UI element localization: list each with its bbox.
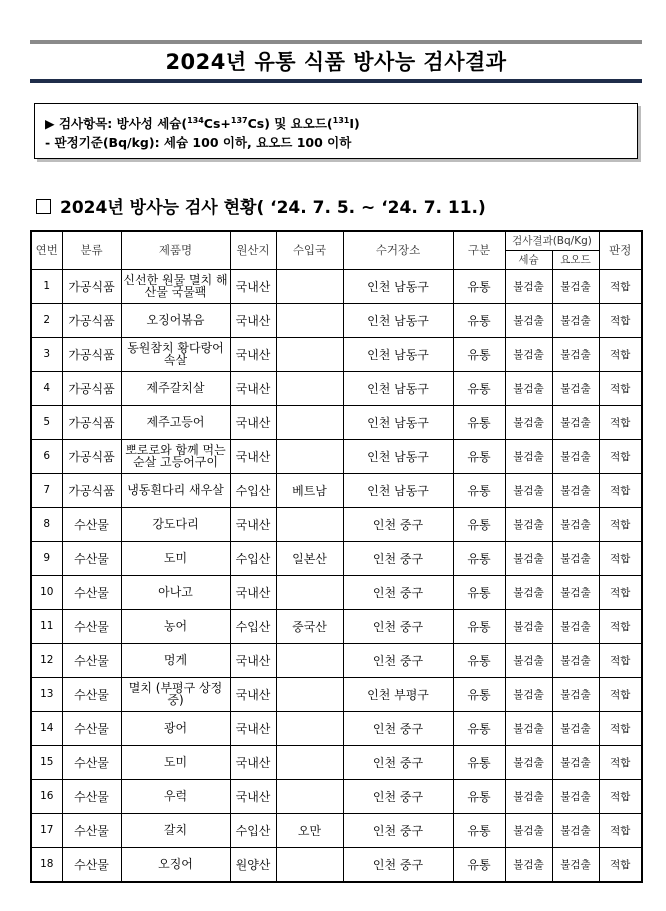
cell-cesium: 불검출 — [505, 337, 552, 371]
cell-location: 인천 남동구 — [343, 269, 453, 303]
cell-product: 동원참치 황다랑어속살 — [121, 337, 230, 371]
cell-type: 유통 — [453, 847, 505, 882]
cell-origin: 국내산 — [230, 439, 276, 473]
cell-product: 도미 — [121, 541, 230, 575]
cell-iodine: 불검출 — [552, 303, 599, 337]
cell-type: 유통 — [453, 813, 505, 847]
inspection-info-box — [34, 103, 638, 159]
cell-import-country: 중국산 — [276, 609, 343, 643]
cell-category: 수산물 — [62, 609, 121, 643]
cell-category: 수산물 — [62, 507, 121, 541]
table-row — [31, 303, 642, 337]
cell-product: 제주갈치살 — [121, 371, 230, 405]
results-table — [30, 230, 643, 883]
cell-category: 가공식품 — [62, 439, 121, 473]
cell-import-country — [276, 371, 343, 405]
table-row — [31, 439, 642, 473]
cell-origin: 수입산 — [230, 541, 276, 575]
cell-type: 유통 — [453, 337, 505, 371]
table-row — [31, 677, 642, 711]
cell-no: 5 — [31, 405, 62, 439]
cell-judgment: 적합 — [599, 745, 642, 779]
cell-origin: 국내산 — [230, 711, 276, 745]
cell-import-country: 베트남 — [276, 473, 343, 507]
cell-cesium: 불검출 — [505, 847, 552, 882]
table-row — [31, 711, 642, 745]
cell-product: 오징어 — [121, 847, 230, 882]
cell-origin: 국내산 — [230, 269, 276, 303]
cell-cesium: 불검출 — [505, 609, 552, 643]
cell-cesium: 불검출 — [505, 643, 552, 677]
cell-import-country — [276, 575, 343, 609]
section-heading — [36, 193, 486, 218]
header-cesium: 세슘 — [505, 250, 552, 269]
cell-iodine: 불검출 — [552, 269, 599, 303]
cell-location: 인천 남동구 — [343, 405, 453, 439]
cell-no: 11 — [31, 609, 62, 643]
cell-origin: 국내산 — [230, 745, 276, 779]
cell-judgment: 적합 — [599, 371, 642, 405]
cell-origin: 국내산 — [230, 779, 276, 813]
cell-product: 강도다리 — [121, 507, 230, 541]
header-type: 구분 — [453, 231, 505, 269]
cell-category: 수산물 — [62, 541, 121, 575]
cell-cesium: 불검출 — [505, 507, 552, 541]
cell-import-country — [276, 711, 343, 745]
cell-import-country — [276, 439, 343, 473]
cell-iodine: 불검출 — [552, 337, 599, 371]
cell-iodine: 불검출 — [552, 371, 599, 405]
cell-product: 광어 — [121, 711, 230, 745]
cell-iodine: 불검출 — [552, 439, 599, 473]
cell-no: 9 — [31, 541, 62, 575]
cell-no: 8 — [31, 507, 62, 541]
table-row — [31, 337, 642, 371]
cell-no: 18 — [31, 847, 62, 882]
cell-type: 유통 — [453, 269, 505, 303]
cell-no: 4 — [31, 371, 62, 405]
table-row — [31, 575, 642, 609]
cell-type: 유통 — [453, 303, 505, 337]
table-row — [31, 643, 642, 677]
cell-category: 수산물 — [62, 779, 121, 813]
cell-judgment: 적합 — [599, 779, 642, 813]
table-row — [31, 269, 642, 303]
cell-judgment: 적합 — [599, 813, 642, 847]
cell-location: 인천 중구 — [343, 847, 453, 882]
cell-cesium: 불검출 — [505, 541, 552, 575]
cell-location: 인천 중구 — [343, 711, 453, 745]
cell-iodine: 불검출 — [552, 779, 599, 813]
table-row — [31, 745, 642, 779]
cell-no: 15 — [31, 745, 62, 779]
table-row — [31, 371, 642, 405]
cell-location: 인천 남동구 — [343, 439, 453, 473]
table-row — [31, 609, 642, 643]
cell-category: 가공식품 — [62, 371, 121, 405]
cell-import-country: 오만 — [276, 813, 343, 847]
cell-cesium: 불검출 — [505, 303, 552, 337]
cell-product: 오징어볶음 — [121, 303, 230, 337]
cell-category: 가공식품 — [62, 303, 121, 337]
cell-origin: 수입산 — [230, 473, 276, 507]
cell-location: 인천 남동구 — [343, 473, 453, 507]
header-result: 검사결과(Bq/Kg) — [505, 231, 599, 250]
cell-judgment: 적합 — [599, 439, 642, 473]
page-title: 2024년 유통 식품 방사능 검사결과 — [165, 50, 507, 74]
cell-location: 인천 남동구 — [343, 371, 453, 405]
cell-import-country — [276, 779, 343, 813]
cell-type: 유통 — [453, 609, 505, 643]
cell-import-country: 일본산 — [276, 541, 343, 575]
cell-origin: 국내산 — [230, 371, 276, 405]
cell-product: 아나고 — [121, 575, 230, 609]
cell-category: 수산물 — [62, 575, 121, 609]
cell-origin: 국내산 — [230, 405, 276, 439]
cell-no: 7 — [31, 473, 62, 507]
cell-cesium: 불검출 — [505, 813, 552, 847]
cell-type: 유통 — [453, 745, 505, 779]
header-iodine: 요오드 — [552, 250, 599, 269]
inspection-items: ▶ 검사항목: 방사성 세슘($^{134}$Cs+$^{137}$Cs) 및 요오드($^{131}$I) — [45, 116, 360, 131]
cell-no: 13 — [31, 677, 62, 711]
cell-judgment: 적합 — [599, 609, 642, 643]
cell-type: 유통 — [453, 507, 505, 541]
cell-judgment: 적합 — [599, 643, 642, 677]
cell-category: 수산물 — [62, 677, 121, 711]
cell-judgment: 적합 — [599, 303, 642, 337]
judgment-criteria: - 판정기준(Bq/kg): 세슘 100 이하, 요오드 100 이하 — [45, 135, 352, 150]
cell-judgment: 적합 — [599, 711, 642, 745]
cell-judgment: 적합 — [599, 541, 642, 575]
cell-location: 인천 부평구 — [343, 677, 453, 711]
cell-no: 2 — [31, 303, 62, 337]
cell-judgment: 적합 — [599, 575, 642, 609]
cell-import-country — [276, 303, 343, 337]
cell-category: 가공식품 — [62, 405, 121, 439]
table-row — [31, 405, 642, 439]
cell-origin: 국내산 — [230, 575, 276, 609]
cell-category: 수산물 — [62, 847, 121, 882]
cell-cesium: 불검출 — [505, 575, 552, 609]
cell-import-country — [276, 677, 343, 711]
cell-type: 유통 — [453, 405, 505, 439]
cell-iodine: 불검출 — [552, 643, 599, 677]
header-import-country: 수입국 — [276, 231, 343, 269]
cell-product: 도미 — [121, 745, 230, 779]
cell-iodine: 불검출 — [552, 507, 599, 541]
cell-product: 멸치 (부평구 상정중) — [121, 677, 230, 711]
cell-no: 14 — [31, 711, 62, 745]
cell-judgment: 적합 — [599, 405, 642, 439]
cell-category: 수산물 — [62, 813, 121, 847]
cell-location: 인천 중구 — [343, 745, 453, 779]
cell-no: 3 — [31, 337, 62, 371]
cell-iodine: 불검출 — [552, 813, 599, 847]
cell-product: 냉동흰다리 새우살 — [121, 473, 230, 507]
cell-cesium: 불검출 — [505, 473, 552, 507]
title-bottom-rule — [30, 79, 642, 83]
cell-location: 인천 중구 — [343, 541, 453, 575]
cell-location: 인천 중구 — [343, 813, 453, 847]
cell-origin: 수입산 — [230, 609, 276, 643]
cell-no: 16 — [31, 779, 62, 813]
cell-import-country — [276, 847, 343, 882]
cell-product: 갈치 — [121, 813, 230, 847]
cell-judgment: 적합 — [599, 269, 642, 303]
bullet-icon: ▶ — [45, 116, 55, 131]
cell-origin: 국내산 — [230, 643, 276, 677]
cell-location: 인천 남동구 — [343, 303, 453, 337]
cell-product: 제주고등어 — [121, 405, 230, 439]
cell-no: 10 — [31, 575, 62, 609]
cell-iodine: 불검출 — [552, 541, 599, 575]
cell-origin: 수입산 — [230, 813, 276, 847]
cell-product: 멍게 — [121, 643, 230, 677]
cell-import-country — [276, 745, 343, 779]
cell-location: 인천 중구 — [343, 643, 453, 677]
cell-product: 뽀로로와 함께 먹는 순살 고등어구이 — [121, 439, 230, 473]
cell-import-country — [276, 507, 343, 541]
checkbox-square-icon — [36, 199, 51, 214]
header-location: 수거장소 — [343, 231, 453, 269]
cell-iodine: 불검출 — [552, 473, 599, 507]
cell-judgment: 적합 — [599, 473, 642, 507]
cell-iodine: 불검출 — [552, 575, 599, 609]
cell-type: 유통 — [453, 643, 505, 677]
cell-cesium: 불검출 — [505, 269, 552, 303]
cell-cesium: 불검출 — [505, 779, 552, 813]
table-row — [31, 473, 642, 507]
header-origin: 원산지 — [230, 231, 276, 269]
cell-product: 농어 — [121, 609, 230, 643]
cell-iodine: 불검출 — [552, 677, 599, 711]
cell-cesium: 불검출 — [505, 371, 552, 405]
table-row — [31, 813, 642, 847]
cell-iodine: 불검출 — [552, 847, 599, 882]
cell-no: 12 — [31, 643, 62, 677]
cell-judgment: 적합 — [599, 847, 642, 882]
cell-origin: 국내산 — [230, 507, 276, 541]
cell-iodine: 불검출 — [552, 745, 599, 779]
cell-category: 가공식품 — [62, 473, 121, 507]
cell-origin: 국내산 — [230, 677, 276, 711]
cell-location: 인천 중구 — [343, 507, 453, 541]
cell-import-country — [276, 337, 343, 371]
cell-category: 가공식품 — [62, 337, 121, 371]
table-row — [31, 541, 642, 575]
table-row — [31, 847, 642, 882]
cell-type: 유통 — [453, 473, 505, 507]
cell-iodine: 불검출 — [552, 609, 599, 643]
cell-category: 수산물 — [62, 711, 121, 745]
cell-origin: 국내산 — [230, 303, 276, 337]
cell-type: 유통 — [453, 677, 505, 711]
header-product: 제품명 — [121, 231, 230, 269]
cell-origin: 국내산 — [230, 337, 276, 371]
cell-judgment: 적합 — [599, 337, 642, 371]
cell-location: 인천 중구 — [343, 575, 453, 609]
section-title: 2024년 방사능 검사 현황( ‘24. 7. 5. ~ ‘24. 7. 11.) — [60, 198, 486, 218]
cell-cesium: 불검출 — [505, 405, 552, 439]
cell-category: 가공식품 — [62, 269, 121, 303]
cell-iodine: 불검출 — [552, 405, 599, 439]
cell-location: 인천 남동구 — [343, 337, 453, 371]
cell-origin: 원양산 — [230, 847, 276, 882]
header-judgment: 판정 — [599, 231, 642, 269]
cell-category: 수산물 — [62, 643, 121, 677]
cell-judgment: 적합 — [599, 507, 642, 541]
cell-cesium: 불검출 — [505, 711, 552, 745]
cell-judgment: 적합 — [599, 677, 642, 711]
header-no: 연번 — [31, 231, 62, 269]
cell-import-country — [276, 405, 343, 439]
cell-product: 우럭 — [121, 779, 230, 813]
cell-type: 유통 — [453, 779, 505, 813]
cell-type: 유통 — [453, 439, 505, 473]
table-row — [31, 779, 642, 813]
cell-cesium: 불검출 — [505, 439, 552, 473]
cell-import-country — [276, 643, 343, 677]
cell-no: 17 — [31, 813, 62, 847]
table-row — [31, 507, 642, 541]
cell-no: 1 — [31, 269, 62, 303]
cell-product: 신선한 원물 멸치 해산물 국물팩 — [121, 269, 230, 303]
cell-import-country — [276, 269, 343, 303]
cell-no: 6 — [31, 439, 62, 473]
cell-category: 수산물 — [62, 745, 121, 779]
cell-type: 유통 — [453, 371, 505, 405]
cell-iodine: 불검출 — [552, 711, 599, 745]
cell-type: 유통 — [453, 541, 505, 575]
cell-location: 인천 중구 — [343, 779, 453, 813]
cell-type: 유통 — [453, 711, 505, 745]
cell-cesium: 불검출 — [505, 677, 552, 711]
cell-type: 유통 — [453, 575, 505, 609]
cell-cesium: 불검출 — [505, 745, 552, 779]
cell-location: 인천 중구 — [343, 609, 453, 643]
header-category: 분류 — [62, 231, 121, 269]
